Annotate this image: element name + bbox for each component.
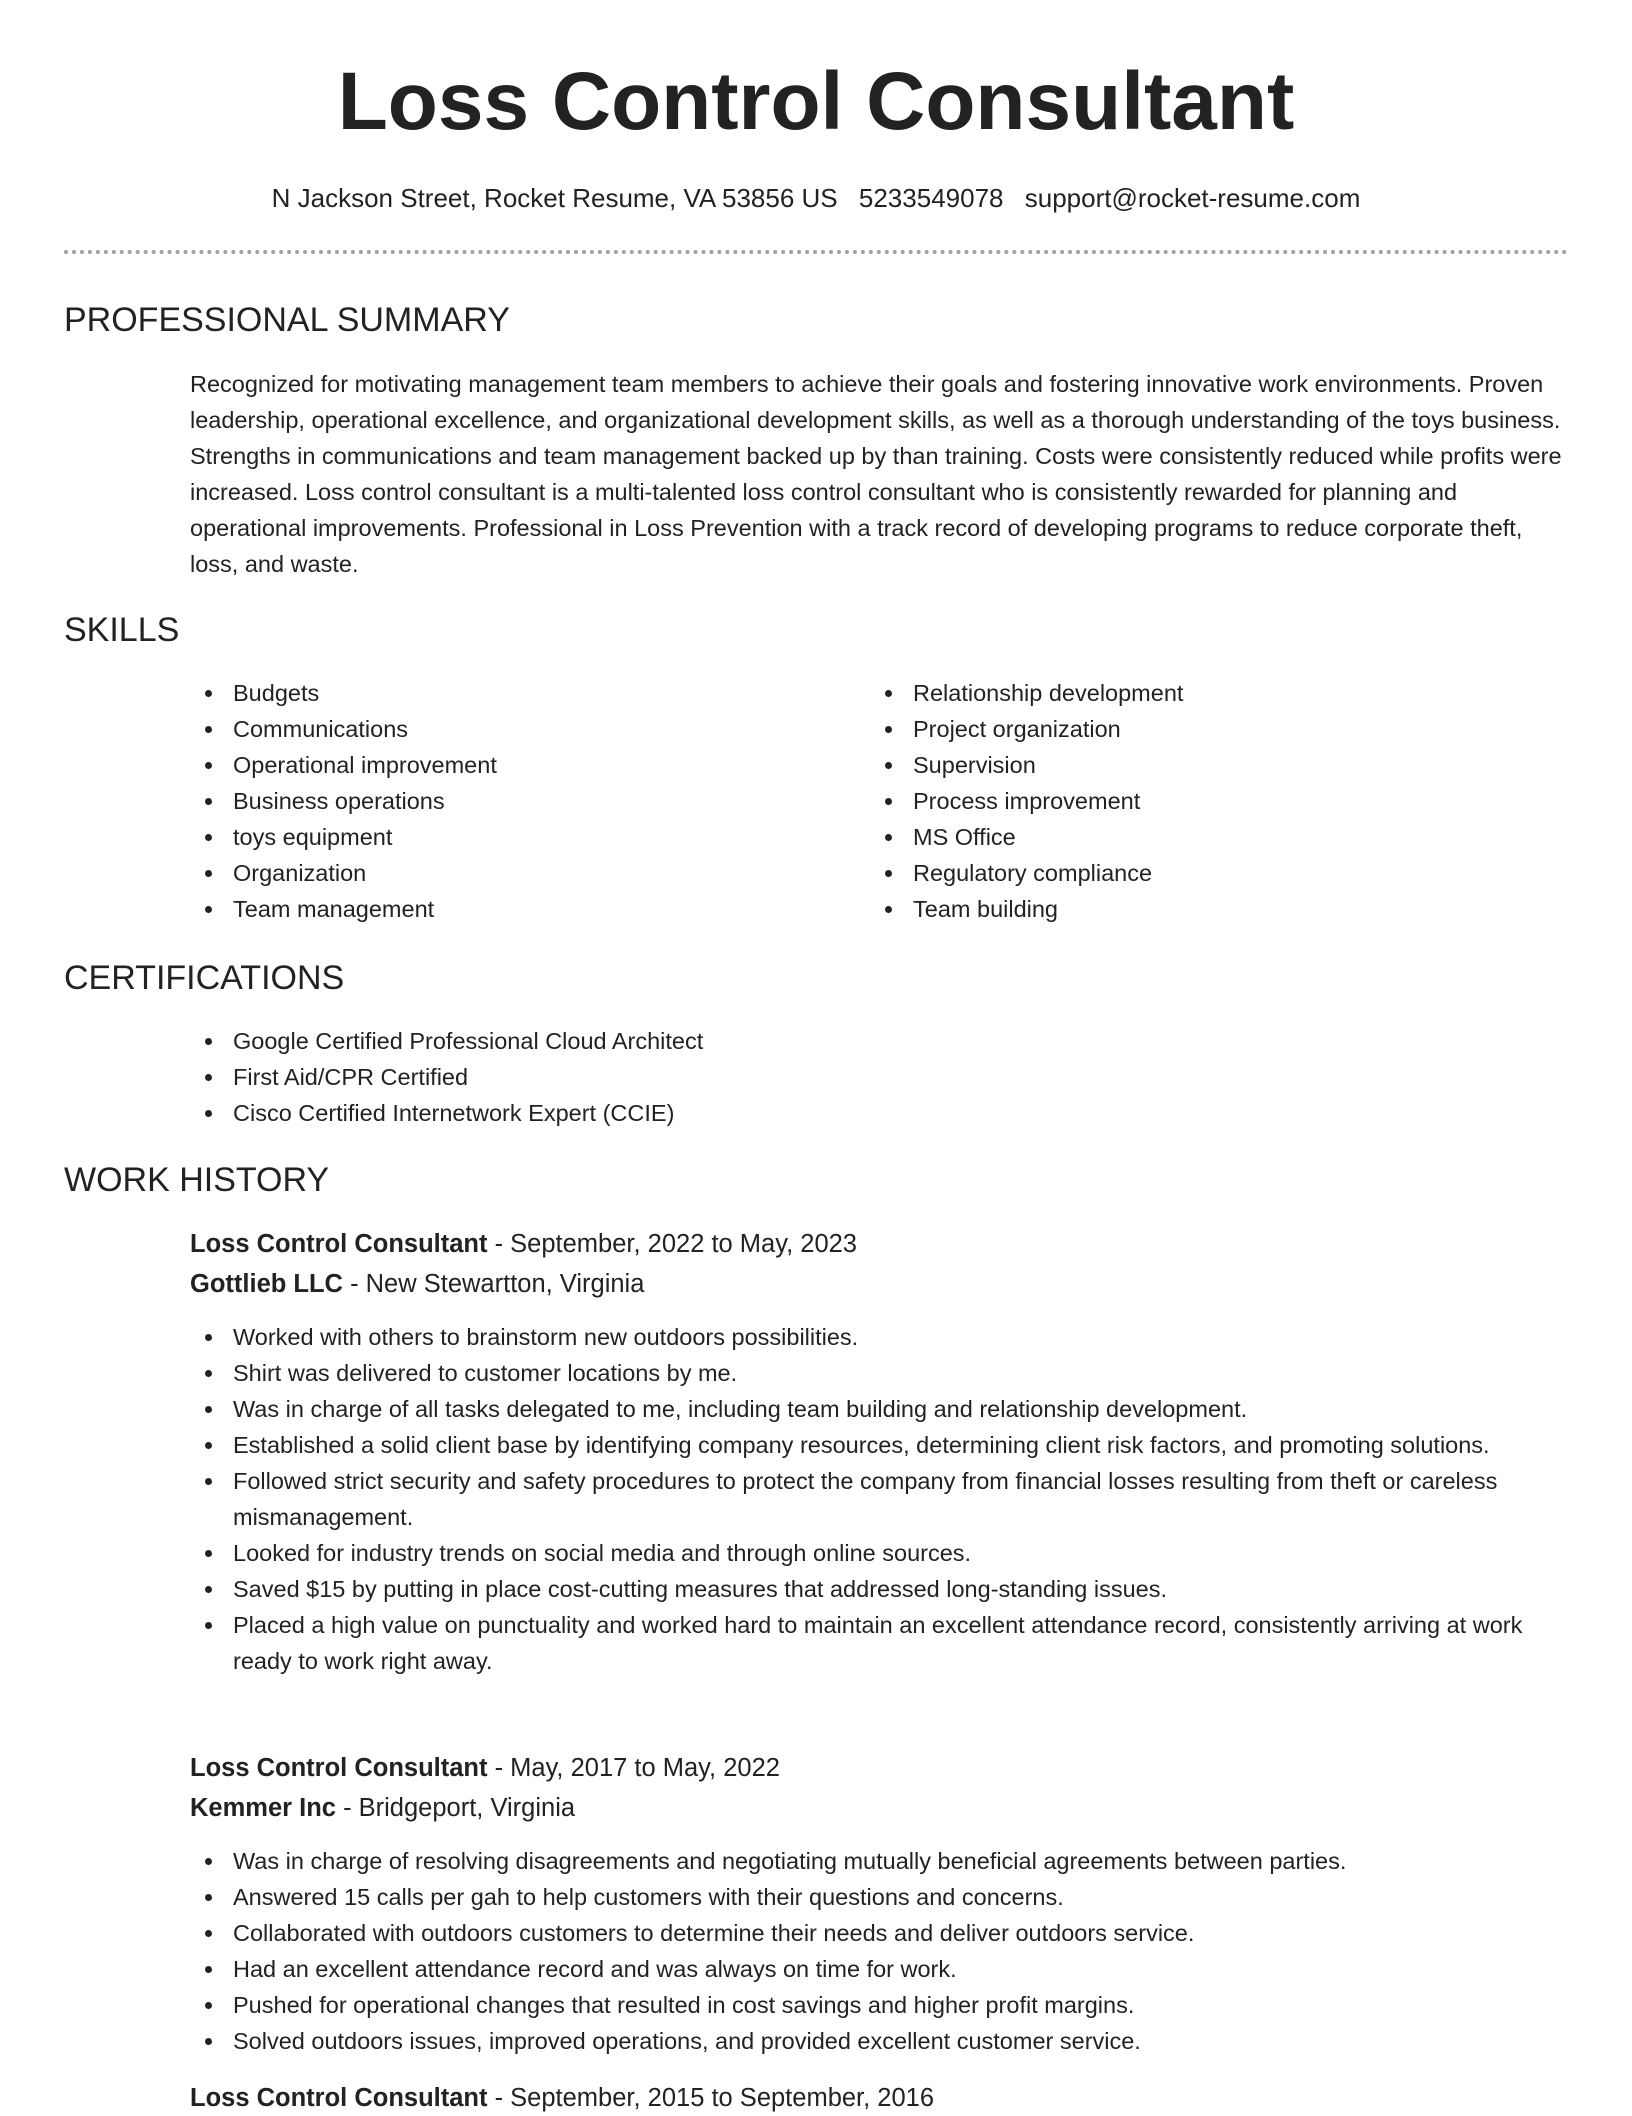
job-duty: Collaborated with outdoors customers to determine their needs and deliver outdoors service. (189, 1915, 1569, 1951)
job-duty: Placed a high value on punctuality and worked hard to maintain an excellent attendance record, consistently arriving at work ready to work right away. (189, 1607, 1569, 1679)
skill-item: toys equipment (189, 819, 829, 855)
certifications-list (189, 1023, 1569, 1131)
job-duty: Saved $15 by putting in place cost-cutting measures that addressed long-standing issues. (189, 1571, 1569, 1607)
skills-list-left (189, 675, 829, 927)
job-dates: - May, 2017 to May, 2022 (487, 1754, 780, 1782)
job-duty: Had an excellent attendance record and was always on time for work. (189, 1951, 1569, 1987)
skill-item: Regulatory compliance (869, 855, 1549, 891)
certifications-heading: CERTIFICATIONS (64, 959, 345, 997)
skill-item: Project organization (869, 711, 1549, 747)
job-duties-list (189, 1319, 1569, 1679)
skill-item: Team management (189, 891, 829, 927)
job-duty: Pushed for operational changes that resulted in cost savings and higher profit margins. (189, 1987, 1569, 2023)
contact-email: support@rocket-resume.com (1024, 183, 1361, 213)
skill-item: Budgets (189, 675, 829, 711)
skill-item: Process improvement (869, 783, 1549, 819)
job-duty: Followed strict security and safety procedures to protect the company from financial losses resulting from theft or careless mismanagement. (189, 1463, 1569, 1535)
skills-heading: SKILLS (64, 611, 180, 649)
job-duty: Worked with others to brainstorm new outdoors possibilities. (189, 1319, 1569, 1355)
skill-item: MS Office (869, 819, 1549, 855)
job-duty: Was in charge of resolving disagreements and negotiating mutually beneficial agreements between parties. (189, 1843, 1569, 1879)
contact-line (0, 180, 1632, 216)
job-dates: - September, 2022 to May, 2023 (487, 1230, 857, 1258)
job-location: - Bridgeport, Virginia (335, 1794, 576, 1822)
summary-text: Recognized for motivating management team members to achieve their goals and fostering innovative work environments. Proven leadership, operational excellence, and organizational development skills, as well as a thorough understanding of the toys business. Strengths in communications and team management backed up by than training. Costs were consistently reduced while profits were increased. Loss control consultant is a multi-talented loss control consultant who is consistently rewarded for planning and operational improvements. Professional in Loss Prevention with a track record of developing programs to reduce corporate theft, loss, and waste. (190, 371, 1562, 577)
contact-phone: 5233549078 (858, 183, 1004, 213)
job-duty: Was in charge of all tasks delegated to me, including team building and relationship development. (189, 1391, 1569, 1427)
certification-item: Cisco Certified Internetwork Expert (CCIE) (189, 1095, 1569, 1131)
resume-name: Loss Control Consultant (337, 56, 1295, 147)
skills-list-right (869, 675, 1549, 927)
job-duty: Looked for industry trends on social media and through online sources. (189, 1535, 1569, 1571)
job-duties-list (189, 1843, 1569, 2059)
header-divider (64, 250, 1568, 254)
job-company-line (190, 1790, 1570, 1826)
skill-item: Organization (189, 855, 829, 891)
job-duty: Solved outdoors issues, improved operations, and provided excellent customer service. (189, 2023, 1569, 2059)
certification-item: First Aid/CPR Certified (189, 1059, 1569, 1095)
job-dates: - September, 2015 to September, 2016 (487, 2084, 935, 2112)
work-history-heading: WORK HISTORY (64, 1161, 330, 1199)
job-title: Loss Control Consultant (190, 2084, 488, 2112)
job-title: Loss Control Consultant (190, 1754, 488, 1782)
skill-item: Business operations (189, 783, 829, 819)
job-title-line (190, 2080, 1570, 2116)
certification-item: Google Certified Professional Cloud Architect (189, 1023, 1569, 1059)
job-title: Loss Control Consultant (190, 1230, 488, 1258)
job-title-line (190, 1750, 1570, 1786)
contact-address: N Jackson Street, Rocket Resume, VA 53856 US (271, 183, 838, 213)
job-company: Kemmer Inc (190, 1794, 336, 1822)
job-title-line (190, 1226, 1570, 1262)
skill-item: Team building (869, 891, 1549, 927)
job-company: Gottlieb LLC (190, 1270, 343, 1298)
job-duty: Established a solid client base by identifying company resources, determining client risk factors, and promoting solutions. (189, 1427, 1569, 1463)
skill-item: Supervision (869, 747, 1549, 783)
job-duty: Shirt was delivered to customer locations by me. (189, 1355, 1569, 1391)
job-duty: Answered 15 calls per gah to help customers with their questions and concerns. (189, 1879, 1569, 1915)
summary-heading: PROFESSIONAL SUMMARY (64, 301, 510, 339)
skill-item: Communications (189, 711, 829, 747)
job-company-line (190, 1266, 1570, 1302)
job-location: - New Stewartton, Virginia (342, 1270, 645, 1298)
skill-item: Operational improvement (189, 747, 829, 783)
skill-item: Relationship development (869, 675, 1549, 711)
